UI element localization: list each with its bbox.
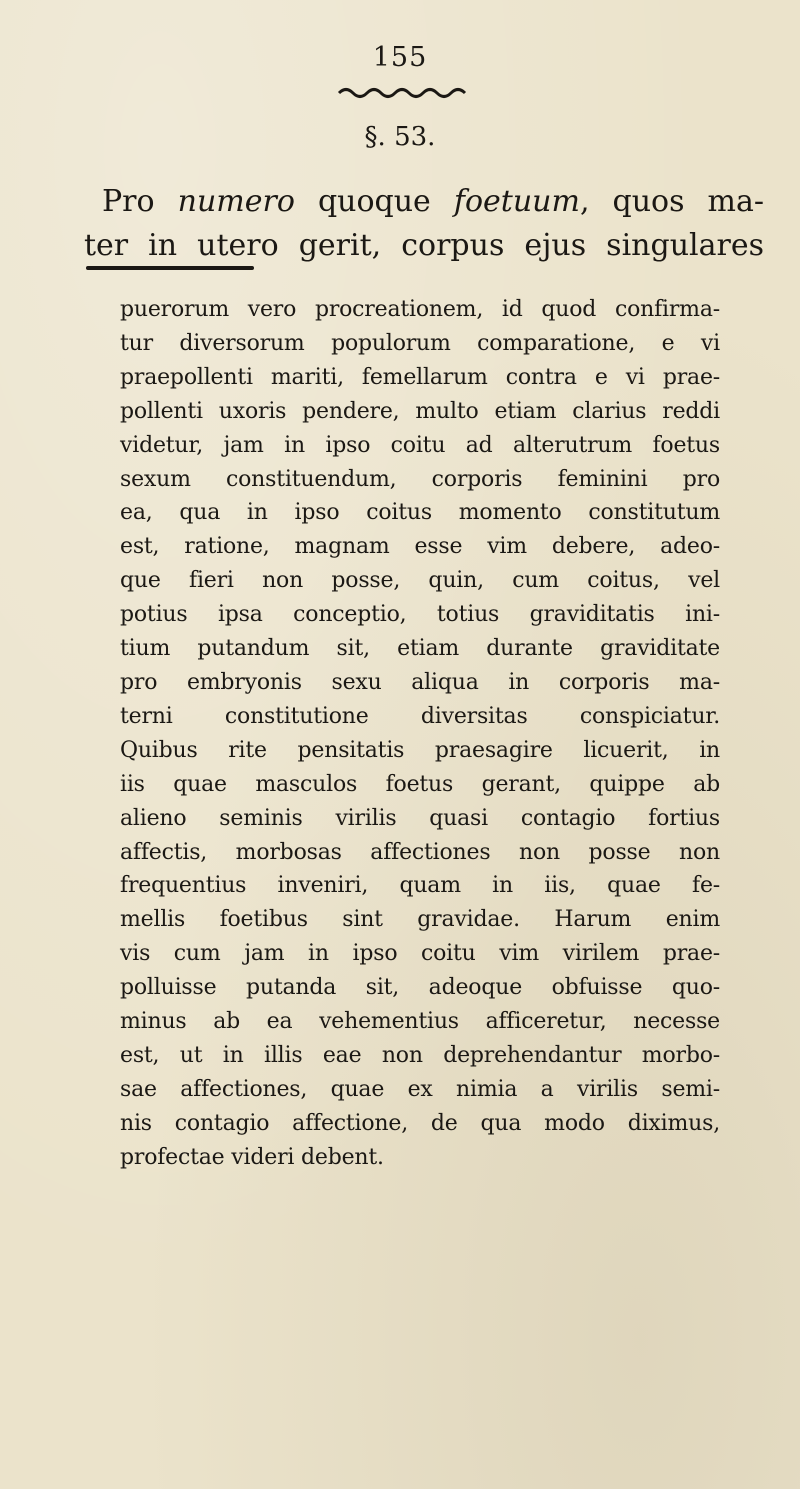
page-number: 155: [372, 42, 428, 73]
text-line: terni constitutione diversitas conspiciatur.: [120, 703, 720, 729]
intro-text: [84, 180, 764, 268]
section-number: 53.: [394, 122, 436, 152]
text-line: praepollenti mariti, femellarum contra e vi prae-: [120, 364, 720, 390]
text-line: polluisse putanda sit, adeoque obfuisse quo-: [120, 975, 720, 1001]
text-line: vis cum jam in ipso coitu vim virilem prae-: [120, 941, 720, 967]
text-line: minus ab ea vehementius afficeretur, necesse: [120, 1009, 720, 1035]
text-line: pollenti uxoris pendere, multo etiam clarius reddi: [120, 398, 720, 424]
text-line: sexum constituendum, corporis feminini pro: [120, 466, 720, 492]
intro-line: Pro numero quoque foetuum, quos ma-: [102, 184, 764, 219]
text-line: frequentius inveniri, quam in iis, quae fe-: [120, 873, 720, 899]
text-line: ea, qua in ipso coitus momento constitutum: [120, 500, 720, 526]
section-heading: [0, 122, 800, 152]
text-line: pro embryonis sexu aliqua in corporis ma-: [120, 669, 720, 695]
intro-line: ter in utero gerit, corpus ejus singulares: [84, 228, 764, 263]
text-line: iis quae masculos foetus gerant, quippe ab: [120, 771, 720, 797]
footnote-rule: [86, 266, 254, 270]
text-line: potius ipsa conceptio, totius graviditatis ini-: [120, 602, 720, 628]
text-line: est, ut in illis eae non deprehendantur morbo-: [120, 1042, 720, 1068]
text-line: affectis, morbosas affectiones non posse non: [120, 839, 720, 865]
section-symbol: §.: [364, 122, 386, 152]
wavy-ornament-icon: [335, 84, 475, 102]
text-line: videtur, jam in ipso coitu ad alterutrum foetus: [120, 432, 720, 458]
body-text: [120, 293, 720, 1175]
text-line: est, ratione, magnam esse vim debere, adeo-: [120, 534, 720, 560]
text-line: profectae videri debent.: [120, 1144, 384, 1170]
text-line: que fieri non posse, quin, cum coitus, vel: [120, 568, 720, 594]
text-line: alieno seminis virilis quasi contagio fortius: [120, 805, 720, 831]
text-line: mellis foetibus sint gravidae. Harum enim: [120, 907, 720, 933]
text-line: puerorum vero procreationem, id quod confirma-: [120, 297, 720, 322]
text-line: Quibus rite pensitatis praesagire licuerit, in: [120, 737, 720, 763]
text-line: tur diversorum populorum comparatione, e vi: [120, 330, 720, 356]
text-line: nis contagio affectione, de qua modo diximus,: [120, 1110, 720, 1136]
text-line: tium putandum sit, etiam durante graviditate: [120, 636, 720, 662]
text-line: sae affectiones, quae ex nimia a virilis semi-: [120, 1076, 720, 1102]
